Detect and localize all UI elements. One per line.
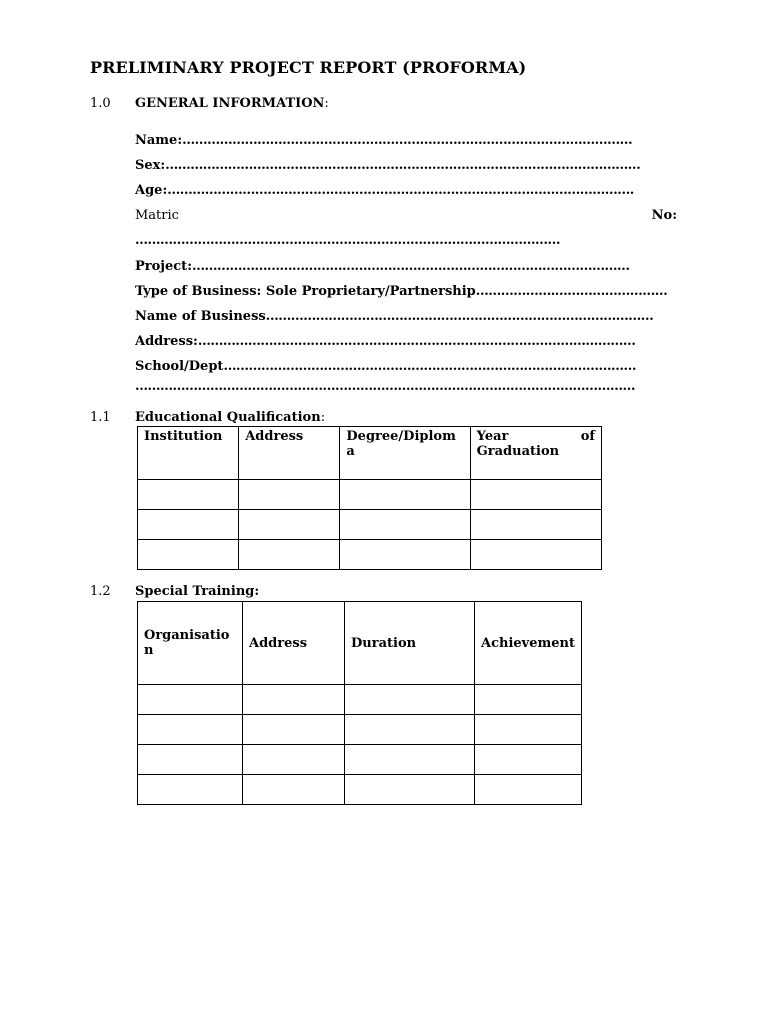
education-table bbox=[137, 426, 602, 570]
table-cell[interactable] bbox=[138, 685, 243, 715]
project-field[interactable]: Project:…………………………………………………………………………………………… bbox=[135, 259, 630, 274]
table-cell[interactable] bbox=[138, 510, 239, 540]
table-row bbox=[138, 480, 602, 510]
training-header-row bbox=[138, 602, 582, 685]
table-cell[interactable] bbox=[345, 775, 475, 805]
header-address: Address bbox=[243, 602, 345, 685]
table-cell[interactable] bbox=[243, 715, 345, 745]
school-dept-field[interactable]: School/Dept……………………………………………………………………………………… bbox=[135, 359, 636, 374]
table-cell[interactable] bbox=[239, 540, 340, 570]
school-dept-dots-line[interactable]: ………………………………………………………………………………………………………… bbox=[135, 379, 635, 394]
age-field[interactable]: Age:…………………………………………………………………………………………………. bbox=[135, 183, 634, 198]
sex-field[interactable]: Sex:…………………………………………………………………………………………………… bbox=[135, 158, 641, 173]
business-type-field[interactable]: Type of Business: Sole Proprietary/Partnership……………….……………………… bbox=[135, 284, 668, 299]
table-cell[interactable] bbox=[239, 480, 340, 510]
section-title-training: Special Training: bbox=[135, 584, 260, 599]
matric-dots-line[interactable]: ………………………………………………………………………………………… bbox=[135, 233, 560, 248]
section-number-education: 1.1 bbox=[90, 410, 111, 425]
section-number-general: 1.0 bbox=[90, 96, 111, 111]
section-title-education: Educational Qualification: bbox=[135, 410, 326, 425]
header-achievement: Achievement bbox=[475, 602, 582, 685]
matric-no-field[interactable] bbox=[135, 207, 677, 225]
matric-label: Matric bbox=[135, 208, 179, 223]
table-cell[interactable] bbox=[138, 775, 243, 805]
table-cell[interactable] bbox=[243, 685, 345, 715]
section-title-general: GENERAL INFORMATION: bbox=[135, 96, 329, 111]
table-cell[interactable] bbox=[340, 540, 470, 570]
section-number-training: 1.2 bbox=[90, 584, 111, 599]
table-cell[interactable] bbox=[470, 510, 601, 540]
table-cell[interactable] bbox=[470, 540, 601, 570]
business-name-field[interactable]: Name of Business………………………………………………………………………………… bbox=[135, 309, 654, 324]
name-field[interactable]: Name:……………………………………………………………………………………………… bbox=[135, 133, 633, 148]
header-duration: Duration bbox=[345, 602, 475, 685]
table-cell[interactable] bbox=[138, 540, 239, 570]
header-degree: Degree/Diplom a bbox=[340, 427, 470, 480]
matric-no-label: No: bbox=[651, 208, 677, 223]
table-cell[interactable] bbox=[138, 745, 243, 775]
table-cell[interactable] bbox=[345, 715, 475, 745]
header-organisation: Organisatio n bbox=[138, 602, 243, 685]
table-cell[interactable] bbox=[345, 745, 475, 775]
header-address: Address bbox=[239, 427, 340, 480]
table-cell[interactable] bbox=[345, 685, 475, 715]
table-row bbox=[138, 715, 582, 745]
table-cell[interactable] bbox=[239, 510, 340, 540]
table-row bbox=[138, 775, 582, 805]
address-field[interactable]: Address:…………………………………………………………………………………………… bbox=[135, 334, 636, 349]
table-row bbox=[138, 685, 582, 715]
table-cell[interactable] bbox=[475, 745, 582, 775]
table-cell[interactable] bbox=[475, 775, 582, 805]
table-cell[interactable] bbox=[138, 480, 239, 510]
table-cell[interactable] bbox=[340, 510, 470, 540]
table-cell[interactable] bbox=[340, 480, 470, 510]
table-cell[interactable] bbox=[475, 715, 582, 745]
table-cell[interactable] bbox=[470, 480, 601, 510]
education-header-row bbox=[138, 427, 602, 480]
table-cell[interactable] bbox=[138, 715, 243, 745]
header-institution: Institution bbox=[138, 427, 239, 480]
table-cell[interactable] bbox=[243, 745, 345, 775]
training-table bbox=[137, 601, 582, 805]
table-cell[interactable] bbox=[475, 685, 582, 715]
table-row bbox=[138, 510, 602, 540]
header-year-of-graduation: Year of Graduation bbox=[470, 427, 601, 480]
table-cell[interactable] bbox=[243, 775, 345, 805]
table-row bbox=[138, 745, 582, 775]
page-title: PRELIMINARY PROJECT REPORT (PROFORMA) bbox=[90, 58, 527, 77]
table-row bbox=[138, 540, 602, 570]
